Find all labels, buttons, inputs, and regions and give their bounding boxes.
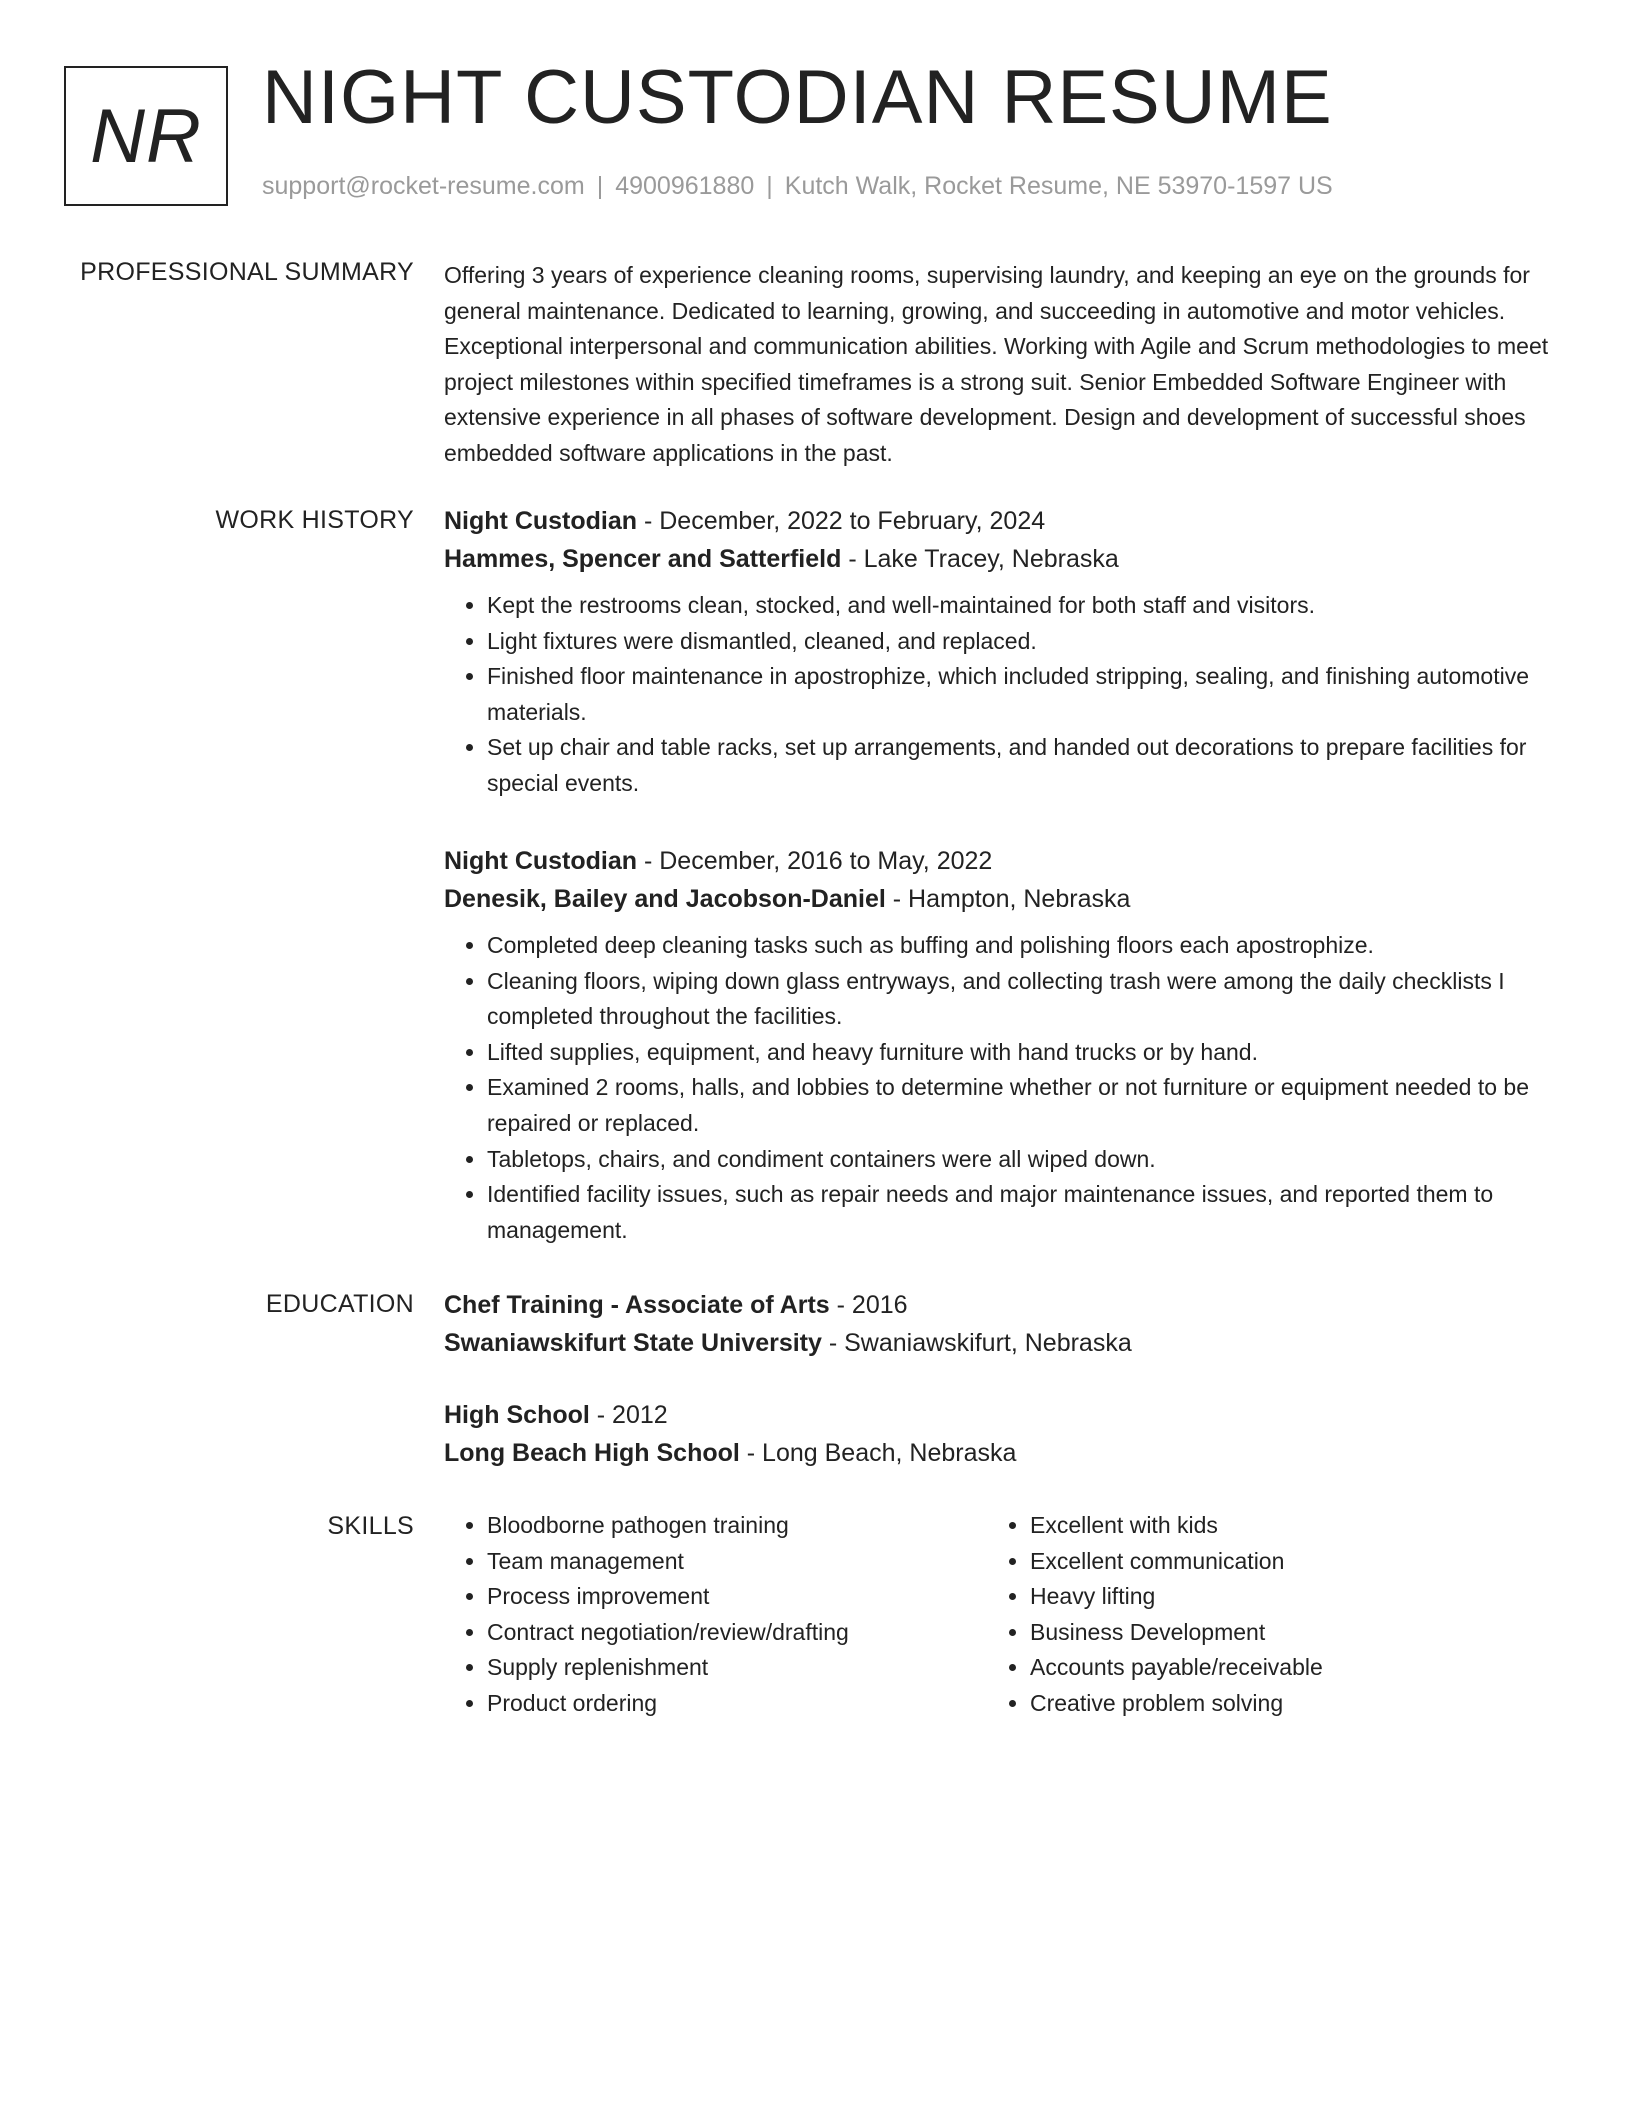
contact-line	[262, 172, 1333, 201]
list-item: • Product ordering	[487, 1686, 987, 1722]
professional-summary	[444, 258, 1556, 472]
list-item: • Lifted supplies, equipment, and heavy furniture with hand trucks or by hand.	[487, 1035, 1556, 1071]
work-history	[444, 502, 1556, 802]
list-item: • Light fixtures were dismantled, cleaned, and replaced.	[487, 624, 1556, 660]
summary-text: Offering 3 years of experience cleaning rooms, supervising laundry, and keeping an eye on the grounds for general maintenance. Dedicated to learning, growing, and succeeding in automotive and motor vehicles. Exceptional interpersonal and communication abilities. Working with Agile and Scrum methodologies to meet project milestones within specified timeframes is a strong suit. Senior Embedded Software Engineer with extensive experience in all phases of software development. Design and development of successful shoes embedded software applications in the past.	[444, 262, 1549, 466]
skills-columns	[444, 1508, 1556, 1722]
section-label-education: EDUCATION	[265, 1290, 414, 1318]
job-entry	[444, 502, 1556, 802]
job-title-line	[444, 502, 1556, 540]
contact-separator: |	[596, 172, 604, 200]
resume-title: NIGHT CUSTODIAN RESUME	[262, 55, 1333, 140]
job-title: Night Custodian	[444, 847, 638, 875]
section-label-professional-summary: PROFESSIONAL SUMMARY	[80, 258, 414, 286]
list-item: • Identified facility issues, such as repair needs and major maintenance issues, and reported them to management.	[487, 1177, 1556, 1248]
job-dates: - December, 2022 to February, 2024	[637, 507, 1046, 535]
skills	[444, 1508, 1556, 1722]
job-company: Hammes, Spencer and Satterfield	[444, 545, 842, 573]
degree-line	[444, 1286, 1556, 1324]
monogram-box	[64, 66, 228, 206]
job-dates: - December, 2016 to May, 2022	[637, 847, 993, 875]
list-item: • Bloodborne pathogen training	[487, 1508, 987, 1544]
job-title: Night Custodian	[444, 507, 638, 535]
list-item: • Accounts payable/receivable	[1030, 1650, 1530, 1686]
degree: Chef Training - Associate of Arts	[444, 1291, 830, 1319]
education-entry	[444, 1286, 1556, 1362]
list-item: • Process improvement	[487, 1579, 987, 1615]
work-history-2	[444, 842, 1556, 1248]
school-line	[444, 1324, 1556, 1362]
list-item: • Excellent communication	[1030, 1544, 1530, 1580]
school: Swaniawskifurt State University	[444, 1329, 822, 1357]
list-item: • Set up chair and table racks, set up arrangements, and handed out decorations to prepare facilities for special events.	[487, 730, 1556, 801]
contact-address: Kutch Walk, Rocket Resume, NE 53970-1597 US	[784, 172, 1333, 200]
job-company-line	[444, 540, 1556, 578]
list-item: • Contract negotiation/review/drafting	[487, 1615, 987, 1651]
degree-year: - 2016	[829, 1291, 908, 1319]
education	[444, 1286, 1556, 1362]
list-item: • Kept the restrooms clean, stocked, and well-maintained for both staff and visitors.	[487, 588, 1556, 624]
list-item: • Business Development	[1030, 1615, 1530, 1651]
contact-phone[interactable]: 4900961880	[615, 172, 755, 200]
school: Long Beach High School	[444, 1439, 740, 1467]
education-entry	[444, 1396, 1556, 1472]
list-item: • Cleaning floors, wiping down glass entryways, and collecting trash were among the daily checklists I completed throughout the facilities.	[487, 964, 1556, 1035]
job-title-line	[444, 842, 1556, 880]
school-line	[444, 1434, 1556, 1472]
education-2	[444, 1396, 1556, 1472]
job-company: Denesik, Bailey and Jacobson-Daniel	[444, 885, 886, 913]
list-item: • Excellent with kids	[1030, 1508, 1530, 1544]
job-duties-list	[444, 928, 1556, 1248]
list-item: • Completed deep cleaning tasks such as buffing and polishing floors each apostrophize.	[487, 928, 1556, 964]
list-item: • Creative problem solving	[1030, 1686, 1530, 1722]
job-location: - Lake Tracey, Nebraska	[841, 545, 1119, 573]
degree-line	[444, 1396, 1556, 1434]
school-location: - Long Beach, Nebraska	[739, 1439, 1017, 1467]
list-item: • Heavy lifting	[1030, 1579, 1530, 1615]
list-item: • Examined 2 rooms, halls, and lobbies to determine whether or not furniture or equipment needed to be repaired or replaced.	[487, 1070, 1556, 1141]
job-duties-list	[444, 588, 1556, 802]
skills-list-right	[987, 1508, 1530, 1722]
degree: High School	[444, 1401, 590, 1429]
list-item: • Supply replenishment	[487, 1650, 987, 1686]
degree-year: - 2012	[589, 1401, 668, 1429]
job-location: - Hampton, Nebraska	[885, 885, 1131, 913]
section-label-skills: SKILLS	[327, 1512, 414, 1540]
job-entry	[444, 842, 1556, 1248]
job-company-line	[444, 880, 1556, 918]
monogram-initials: NR	[90, 93, 202, 179]
list-item: • Tabletops, chairs, and condiment containers were all wiped down.	[487, 1142, 1556, 1178]
contact-email[interactable]: support@rocket-resume.com	[262, 172, 585, 200]
skills-list-left	[444, 1508, 987, 1722]
contact-separator: |	[766, 172, 773, 200]
list-item: • Finished floor maintenance in apostrophize, which included stripping, sealing, and finishing automotive materials.	[487, 659, 1556, 730]
section-label-work-history: WORK HISTORY	[215, 506, 414, 534]
school-location: - Swaniawskifurt, Nebraska	[821, 1329, 1132, 1357]
list-item: • Team management	[487, 1544, 987, 1580]
